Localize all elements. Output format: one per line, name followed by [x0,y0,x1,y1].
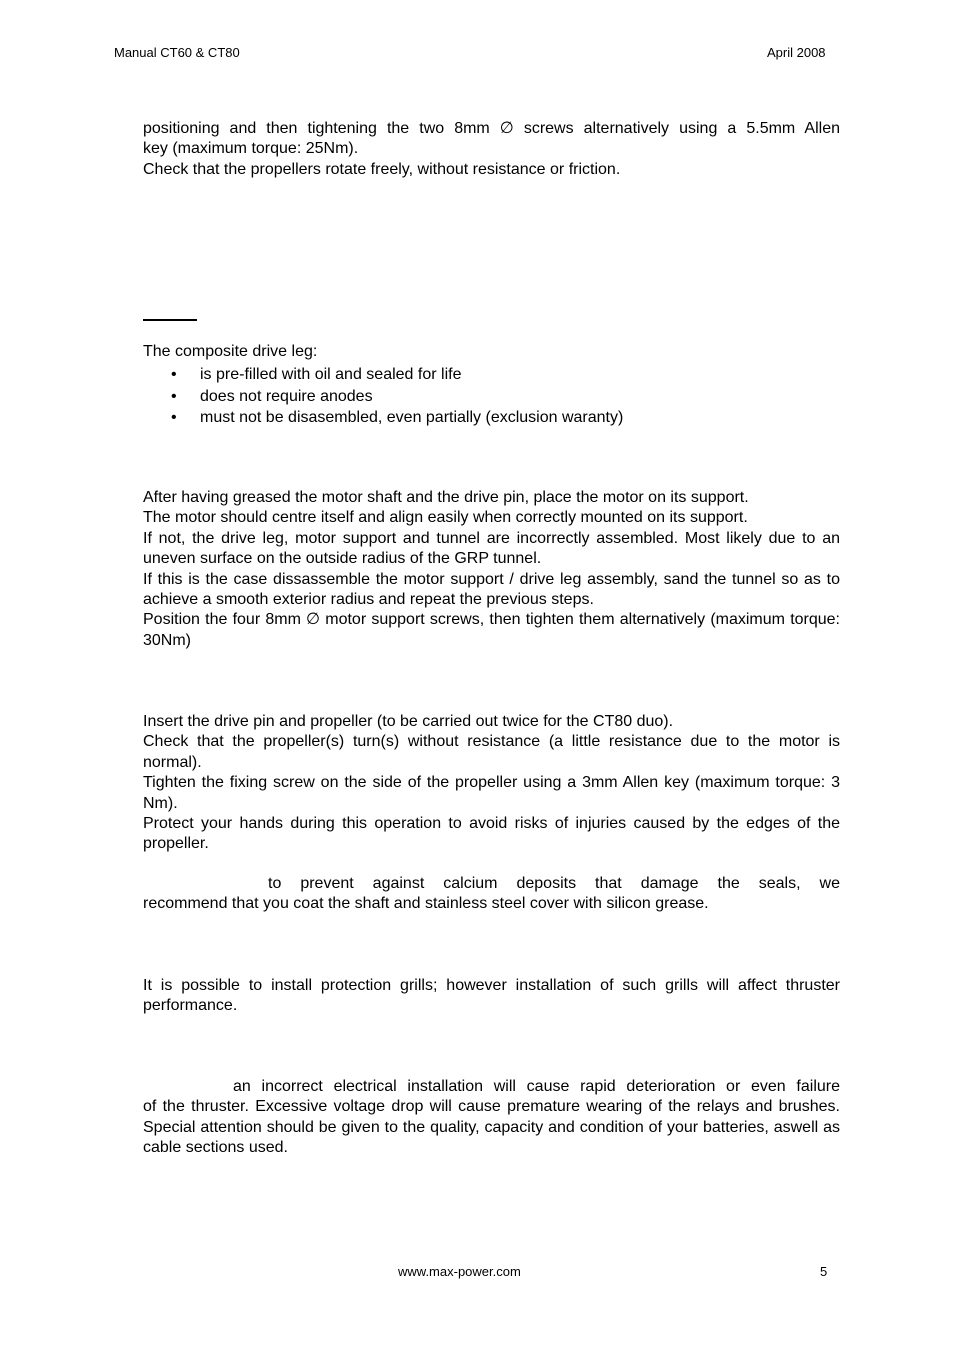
propeller-paragraph-1: Insert the drive pin and propeller (to be carried out twice for the CT80 duo). [143,713,674,730]
header-title: Manual CT60 & CT80 [114,45,240,60]
list-item-text: does not require anodes [200,387,373,405]
intro-paragraph [143,119,840,180]
drive-leg-intro: The composite drive leg: [143,343,318,360]
intro-line-2: key (maximum torque: 25Nm). [143,140,359,158]
propeller-note-line-2: recommend that you coat the shaft and stainless steel cover with silicon grease. [143,895,709,913]
electrical-warning-line-1: an incorrect electrical installation will cause rapid deterioration or even failure [233,1078,840,1095]
list-item-text: is pre-filled with oil and sealed for life [200,366,462,383]
footer-url: www.max-power.com [398,1264,521,1279]
list-item [143,364,840,386]
motor-paragraph-4: If this is the case dissassemble the motor support / drive leg assembly, sand the tunnel so as to achieve a smooth exterior radius and repeat the previous steps. [143,570,840,609]
list-item [143,386,840,408]
propeller-paragraph-4: Protect your hands during this operation to avoid risks of injuries caused by the edges of the propeller. [143,815,840,853]
motor-paragraph-5: Position the four 8mm ∅ motor support screws, then tighten them alternatively (maximum torque: 30Nm) [143,611,840,649]
intro-line-1: positioning and then tightening the two 8mm ∅ screws alternatively using a 5.5mm Allen [143,120,840,137]
bullet-icon: • [171,387,177,405]
electrical-warning-rest: of the thruster. Excessive voltage drop will cause premature wearing of the relays and brushes. Special attention should be given to the quality, capacity and condition of your batteries, aswell as cable sections used. [143,1098,840,1157]
propeller-note [143,874,840,915]
header-date: April 2008 [767,45,826,60]
motor-paragraph-3: If not, the drive leg, motor support and tunnel are incorrectly assembled. Most likely due to an uneven surface on the outside radius of the GRP tunnel. [143,529,840,568]
drive-leg-list [143,364,840,429]
list-item-text: must not be disasembled, even partially (exclusion waranty) [200,409,624,426]
list-item [143,407,840,429]
bullet-icon: • [171,409,177,426]
motor-section [143,488,840,651]
propeller-note-line-1: to prevent against calcium deposits that damage the seals, we [268,875,840,892]
electrical-warning [143,1077,840,1159]
section-heading-underline [143,319,197,321]
intro-line-3: Check that the propellers rotate freely, without resistance or friction. [143,160,621,178]
bullet-icon: • [171,366,177,383]
motor-paragraph-2: The motor should centre itself and align easily when correctly mounted on its support. [143,509,748,527]
propeller-paragraph-2: Check that the propeller(s) turn(s) without resistance (a little resistance due to the motor is normal). [143,733,840,771]
motor-paragraph-1: After having greased the motor shaft and the drive pin, place the motor on its support. [143,489,749,506]
grills-paragraph: It is possible to install protection grills; however installation of such grills will affect thruster performance. [143,977,840,1015]
propeller-paragraph-3: Tighten the fixing screw on the side of the propeller using a 3mm Allen key (maximum torque: 3 Nm). [143,774,840,812]
page-number: 5 [820,1264,828,1279]
propeller-section [143,712,840,855]
